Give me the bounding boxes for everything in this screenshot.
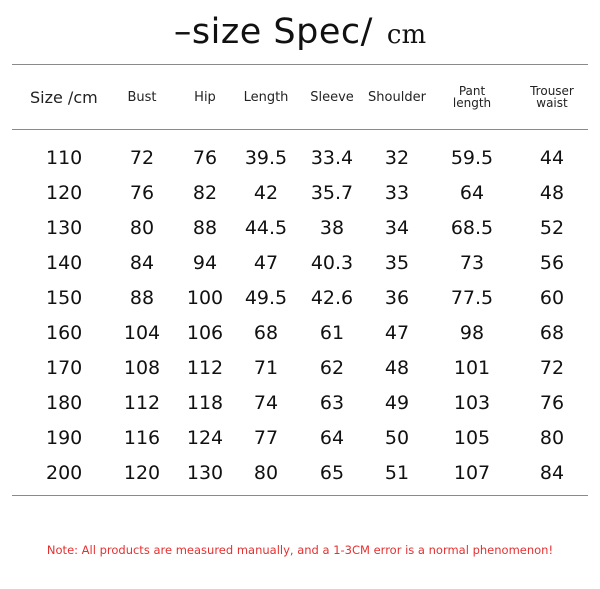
table-row <box>12 175 588 210</box>
measurement-cell: 118 <box>186 391 224 414</box>
measurement-cell: 39.5 <box>244 146 288 169</box>
measurement-cell: 42.6 <box>310 286 354 309</box>
measurement-cell: 47 <box>384 321 410 344</box>
measurement-cell: 104 <box>123 321 161 344</box>
table-row <box>12 350 588 385</box>
header-pant-length <box>428 85 516 109</box>
measurement-cell: 124 <box>186 426 224 449</box>
measurement-cell: 68.5 <box>450 216 494 239</box>
measurement-cell: 84 <box>129 251 155 274</box>
measurement-cell: 112 <box>123 391 161 414</box>
size-cell: 140 <box>46 251 83 274</box>
header-trouser-waist <box>516 85 588 109</box>
measurement-cell: 112 <box>186 356 224 379</box>
measurement-cell: 65 <box>319 461 345 484</box>
header-bust: Bust <box>127 89 157 105</box>
measurement-cell: 103 <box>453 391 491 414</box>
measurement-cell: 33 <box>384 181 410 204</box>
measurement-cell: 33.4 <box>310 146 354 169</box>
measurement-cell: 59.5 <box>450 146 494 169</box>
table-row <box>12 420 588 455</box>
title-unit: cm <box>386 20 427 50</box>
header-length: Length <box>243 89 289 105</box>
table-row <box>12 280 588 315</box>
measurement-cell: 44.5 <box>244 216 288 239</box>
measurement-cell: 116 <box>123 426 161 449</box>
measurement-cell: 56 <box>539 251 565 274</box>
header-line: Pant <box>458 84 486 98</box>
page-title <box>0 12 600 52</box>
table-row <box>12 315 588 350</box>
measurement-cell: 34 <box>384 216 410 239</box>
size-cell: 150 <box>46 286 83 309</box>
size-cell: 170 <box>46 356 83 379</box>
header-hip: Hip <box>194 89 216 105</box>
measurement-cell: 48 <box>539 181 565 204</box>
measurement-cell: 42 <box>253 181 279 204</box>
size-cell: 110 <box>46 146 83 169</box>
measurement-cell: 35.7 <box>310 181 354 204</box>
measurement-cell: 51 <box>384 461 410 484</box>
measurement-cell: 76 <box>192 146 218 169</box>
table-header <box>12 68 588 126</box>
size-table-body <box>12 140 588 490</box>
table-row <box>12 210 588 245</box>
measurement-cell: 80 <box>129 216 155 239</box>
measurement-cell: 84 <box>539 461 565 484</box>
table-row <box>12 385 588 420</box>
measurement-cell: 82 <box>192 181 218 204</box>
measurement-cell: 63 <box>319 391 345 414</box>
measurement-note: Note: All products are measured manually, and a 1-3CM error is a normal phenomenon! <box>46 543 554 557</box>
header-divider <box>12 129 588 130</box>
top-divider <box>12 64 588 65</box>
measurement-cell: 62 <box>319 356 345 379</box>
measurement-cell: 73 <box>459 251 485 274</box>
size-cell: 120 <box>46 181 83 204</box>
measurement-cell: 49.5 <box>244 286 288 309</box>
header-sleeve: Sleeve <box>310 89 354 105</box>
measurement-cell: 80 <box>539 426 565 449</box>
measurement-cell: 76 <box>539 391 565 414</box>
size-cell: 130 <box>46 216 83 239</box>
measurement-cell: 72 <box>129 146 155 169</box>
measurement-cell: 38 <box>319 216 345 239</box>
measurement-cell: 64 <box>459 181 485 204</box>
bottom-divider <box>12 495 588 496</box>
measurement-cell: 64 <box>319 426 345 449</box>
measurement-cell: 47 <box>253 251 279 274</box>
table-row <box>12 455 588 490</box>
measurement-cell: 107 <box>453 461 491 484</box>
measurement-cell: 68 <box>253 321 279 344</box>
size-cell: 190 <box>46 426 83 449</box>
measurement-cell: 88 <box>192 216 218 239</box>
measurement-cell: 108 <box>123 356 161 379</box>
measurement-cell: 76 <box>129 181 155 204</box>
table-row <box>12 140 588 175</box>
measurement-cell: 32 <box>384 146 410 169</box>
measurement-cell: 48 <box>384 356 410 379</box>
measurement-cell: 88 <box>129 286 155 309</box>
measurement-cell: 105 <box>453 426 491 449</box>
size-cell: 200 <box>46 461 83 484</box>
table-row <box>12 245 588 280</box>
measurement-cell: 60 <box>539 286 565 309</box>
size-cell: 160 <box>46 321 83 344</box>
header-line: waist <box>536 96 568 110</box>
header-line: length <box>452 96 492 110</box>
measurement-cell: 61 <box>319 321 345 344</box>
measurement-cell: 49 <box>384 391 410 414</box>
measurement-cell: 40.3 <box>310 251 354 274</box>
measurement-cell: 77 <box>253 426 279 449</box>
measurement-cell: 94 <box>192 251 218 274</box>
measurement-cell: 36 <box>384 286 410 309</box>
measurement-cell: 68 <box>539 321 565 344</box>
measurement-cell: 106 <box>186 321 224 344</box>
measurement-cell: 100 <box>186 286 224 309</box>
measurement-cell: 74 <box>253 391 279 414</box>
header-size: Size /cm <box>30 87 98 107</box>
measurement-cell: 98 <box>459 321 485 344</box>
measurement-cell: 130 <box>186 461 224 484</box>
measurement-cell: 77.5 <box>450 286 494 309</box>
header-line: Trouser <box>530 84 574 98</box>
measurement-cell: 35 <box>384 251 410 274</box>
measurement-cell: 72 <box>539 356 565 379</box>
measurement-cell: 120 <box>123 461 161 484</box>
measurement-cell: 50 <box>384 426 410 449</box>
measurement-cell: 71 <box>253 356 279 379</box>
size-cell: 180 <box>46 391 83 414</box>
measurement-cell: 52 <box>539 216 565 239</box>
measurement-cell: 44 <box>539 146 565 169</box>
title-main: –size Spec/ <box>173 12 373 52</box>
header-shoulder: Shoulder <box>368 89 426 105</box>
measurement-cell: 101 <box>453 356 491 379</box>
measurement-cell: 80 <box>253 461 279 484</box>
